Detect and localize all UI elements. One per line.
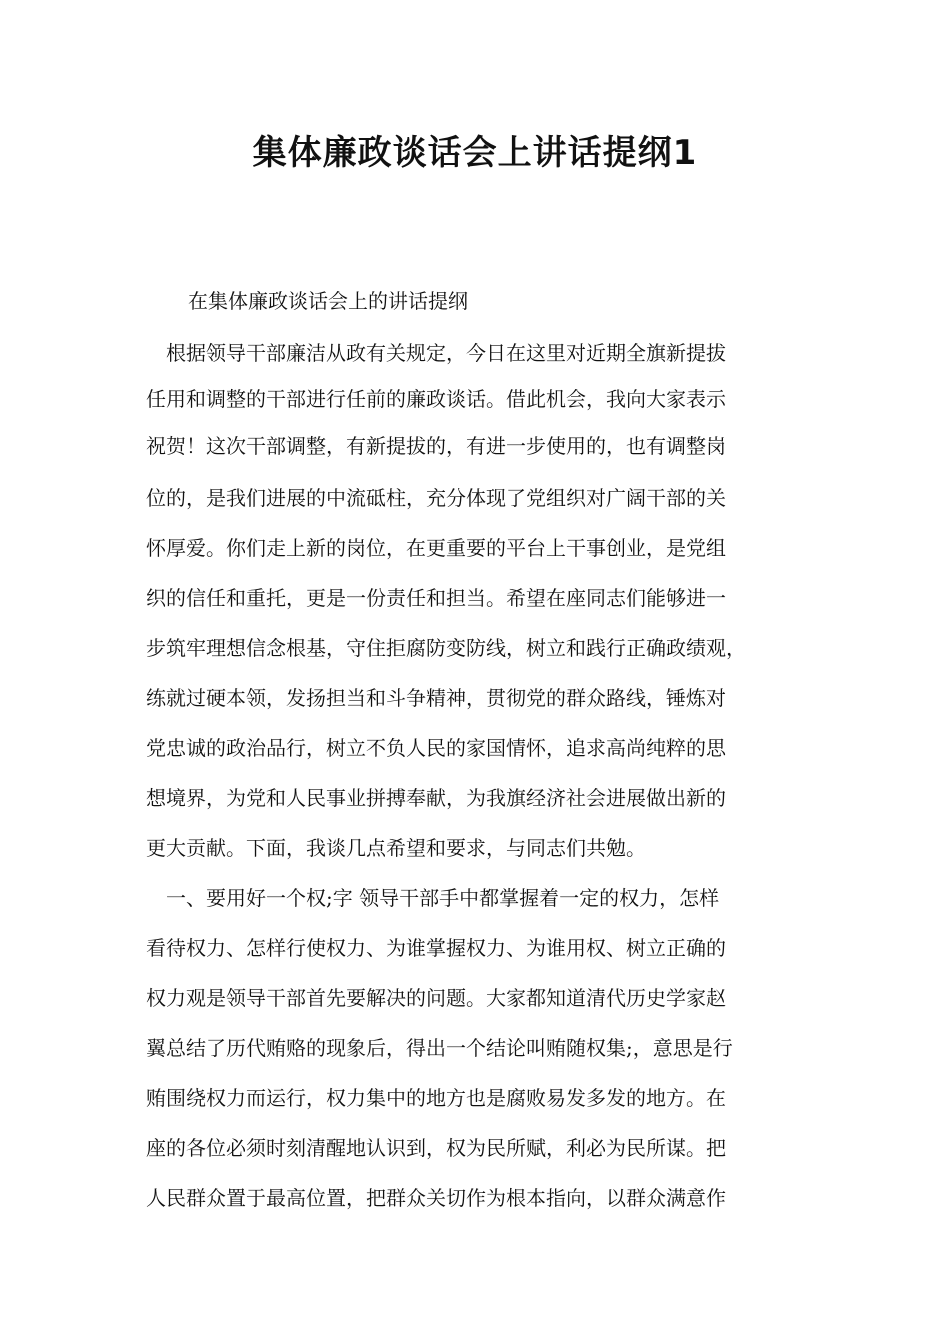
body-line: 更大贡献。下面，我谈几点希望和要求，与同志们共勉。: [146, 836, 646, 860]
body-line: 位的，是我们进展的中流砥柱，充分体现了党组织对广阔干部的关: [146, 486, 726, 510]
body-line: 祝贺！这次干部调整，有新提拔的，有进一步使用的，也有调整岗: [146, 434, 726, 458]
body-line: 怀厚爱。你们走上新的岗位，在更重要的平台上干事创业，是党组: [146, 536, 726, 560]
body-line: 练就过硬本领，发扬担当和斗争精神，贯彻党的群众路线，锤炼对: [146, 686, 726, 710]
body-line: 看待权力、怎样行使权力、为谁掌握权力、为谁用权、树立正确的: [146, 936, 726, 960]
body-line: 权力观是领导干部首先要解决的问题。大家都知道清代历史学家赵: [146, 986, 726, 1010]
body-line: 一、要用好一个权;字 领导干部手中都掌握着一定的权力，怎样: [166, 886, 720, 910]
body-line: 翼总结了历代贿赂的现象后，得出一个结论叫贿随权集;，意思是行: [146, 1036, 733, 1060]
body-line: 任用和调整的干部进行任前的廉政谈话。借此机会，我向大家表示: [146, 387, 726, 411]
body-line: 想境界，为党和人民事业拼搏奉献，为我旗经济社会进展做出新的: [146, 786, 726, 810]
body-line: 党忠诚的政治品行，树立不负人民的家国情怀，追求高尚纯粹的思: [146, 736, 726, 760]
body-line: 贿围绕权力而运行，权力集中的地方也是腐败易发多发的地方。在: [146, 1086, 726, 1110]
body-line: 人民群众置于最高位置，把群众关切作为根本指向，以群众满意作: [146, 1186, 726, 1210]
body-line: 根据领导干部廉洁从政有关规定，今日在这里对近期全旗新提拔: [166, 341, 726, 365]
body-line: 织的信任和重托，更是一份责任和担当。希望在座同志们能够进一: [146, 586, 726, 610]
body-line: 座的各位必须时刻清醒地认识到，权为民所赋，利必为民所谋。把: [146, 1136, 726, 1160]
body-line: 步筑牢理想信念根基，守住拒腐防变防线，树立和践行正确政绩观，: [146, 636, 746, 660]
document-subtitle: 在集体廉政谈话会上的讲话提纲: [188, 289, 468, 313]
document-title: 集体廉政谈话会上讲话提纲1: [252, 133, 698, 173]
